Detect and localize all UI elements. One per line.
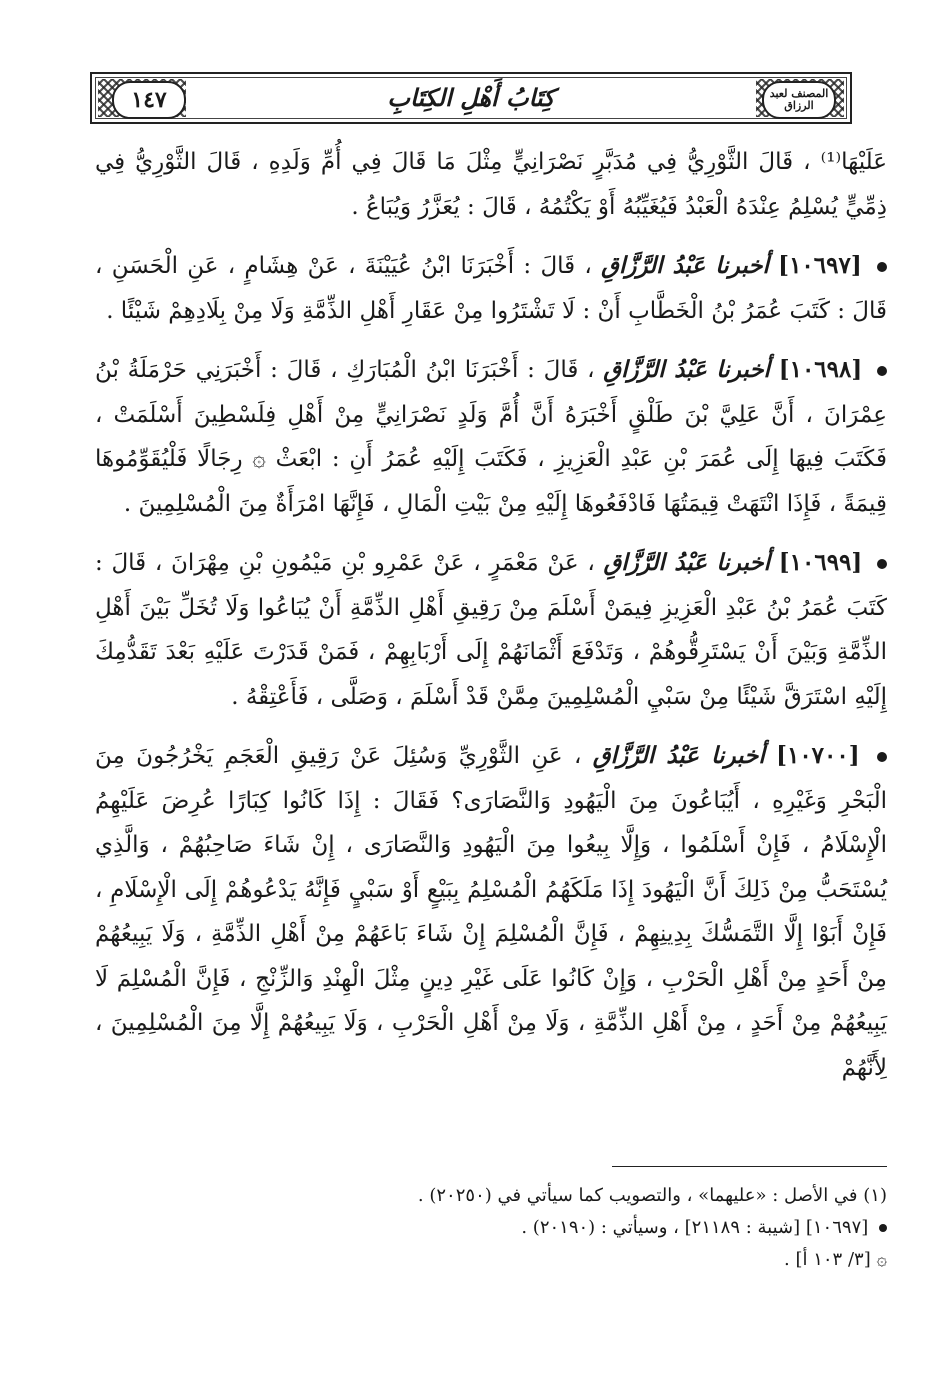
hadith-number: [١٠٧٠٠] [776,742,860,769]
bullet-icon [879,1224,887,1232]
hadith-text: ، قَالَ : أَخْبَرَنَا ابْنُ الْمُبَارَكِ ، قَالَ : أَخْبَرَنِي حَرْمَلَةُ بْنُ عِمْرَانَ ، أَنَّ عَلِيَّ بْنَ طَلْقٍ أَخْبَرَهُ أَنَّ أُمَّ وَلَدٍ نَصْرَانِيٍّ مِنْ أَهْلِ فِلَسْطِينَ أَسْلَمَتْ ، فَكَتَبَ فِيهَا إِلَى عُمَرَ بْنِ عَبْدِ الْعَزِيزِ ، فَكَتَبَ إِلَيْهِ عُمَرُ أَنِ : ابْعَثْ ۞ رِجَالًا فَلْيُقَوِّمُوهَا قِيمَةً ، فَإِذَا انْتَهَتْ قِيمَتُهَا فَادْفَعُوهَا إِلَيْهِ مِنْ بَيْتِ الْمَالِ ، فَإِنَّهَا امْرَأَةٌ مِنَ الْمُسْلِمِينَ . [95,357,887,517]
footnote-2 [95,1212,887,1244]
bullet-icon [877,752,887,762]
hadith-number: [١٠٦٩٨] [778,356,863,383]
bullet-icon [877,366,887,376]
hadith-10699 [95,541,887,719]
hadith-text: ، عَنْ مَعْمَرٍ ، عَنْ عَمْرِو بْنِ مَيْمُونِ بْنِ مِهْرَانَ ، قَالَ : كَتَبَ عُمَرُ بْنُ عَبْدِ الْعَزِيزِ فِيمَنْ أَسْلَمَ مِنْ رَقِيقِ أَهْلِ الذِّمَّةِ أَنْ يُبَاعُوا وَلَا تُخَلِّ بَيْنَ أَهْلِ الذِّمَّةِ وَبَيْنَ أَنْ يَسْتَرِقُّوهُمْ ، وَتَدْفَعَ أَثْمَانَهُمْ إِلَى أَرْبَابِهِمْ ، فَمَنْ قَدَرْتَ عَلَيْهِ بَعْدَ تَقَدُّمِكَ إِلَيْهِ اسْتَرَقَّ شَيْئًا مِنْ سَبْيِ الْمُسْلِمِينَ مِمَّنْ قَدْ أَسْلَمَ ، وَصَلَّى ، فَأَعْتِقْهُ . [95,550,887,710]
hadith-isnad: أخبرنا عَبْدُ الرَّزَّاقِ [603,356,770,383]
footnote-3 [95,1244,887,1276]
bullet-icon [877,559,887,569]
footnote-text: [١٠٦٩٧] [شيبة : ٢١١٨٩] ، وسيأتي : (٢٠١٩٠) . [521,1217,869,1238]
footnote-separator [612,1166,887,1167]
bullet-icon [877,262,887,272]
chapter-title: كِتَابُ أَهْلِ الكِتَابِ [387,83,555,112]
main-text [95,140,887,1105]
footnote-text: (١) في الأصل : «عليهما» ، والتصويب كما سيأتي في (٢٠٢٥٠) . [417,1185,887,1206]
paragraph-text: عَلَيْهَا⁽¹⁾ ، قَالَ الثَّوْرِيُّ فِي مُدَبَّرٍ نَصْرَانِيٍّ مِثْلَ مَا قَالَ فِي أُمِّ وَلَدِهِ ، قَالَ الثَّوْرِيُّ فِي ذِمِّيٍّ يُسْلِمُ عِنْدَهُ الْعَبْدُ فَيُغَيِّبُهُ أَوْ يَكْتُمُهُ ، قَالَ : يُعَزَّرُ وَيُبَاعُ . [95,149,887,220]
hadith-10697 [95,244,887,333]
hadith-isnad: أخبرنا عَبْدُ الرَّزَّاقِ [592,742,765,769]
hadith-number: [١٠٦٩٧] [778,252,862,279]
hadith-10700 [95,734,887,1090]
hadith-text: ، عَنِ الثَّوْرِيِّ وَسُئِلَ عَنْ رَقِيقِ الْعَجَمِ يَخْرُجُونَ مِنَ الْبَحْرِ وَغَيْرِهِ ، أَيُبَاعُونَ مِنَ الْيَهُودِ وَالنَّصَارَى؟ فَقَالَ : إِذَا كَانُوا كِبَارًا عُرِضَ عَلَيْهِمُ الْإِسْلَامُ ، فَإِنْ أَسْلَمُوا ، وَإِلَّا بِيعُوا مِنَ الْيَهُودِ وَالنَّصَارَى ، إِنْ شَاءَ صَاحِبُهُمْ ، وَالَّذِي يُسْتَحَبُّ مِنْ ذَلِكَ أَنَّ الْيَهُودَ إِذَا مَلَكَهُمُ الْمُسْلِمُ بِبَيْعٍ أَوْ سَبْيٍ فَإِنَّهُ يَدْعُوهُمْ إِلَى الْإِسْلَامِ ، فَإِنْ أَبَوْا إِلَّا التَّمَسُّكَ بِدِينِهِمْ ، فَإِنَّ الْمُسْلِمَ إِنْ شَاءَ بَاعَهُمْ مِنْ أَهْلِ الذِّمَّةِ ، وَلَا يَبِيعُهُمْ مِنْ أَحَدٍ مِنْ أَهْلِ الْحَرْبِ ، وَإِنْ كَانُوا عَلَى غَيْرِ دِينٍ مِثْلَ الْهِنْدِ وَالزِّنْجِ ، فَإِنَّ الْمُسْلِمَ لَا يَبِيعُهُمْ مِنْ أَحَدٍ ، مِنْ أَهْلِ الذِّمَّةِ ، وَلَا مِنْ أَهْلِ الْحَرْبِ ، وَلَا يَبِيعُهُمْ إِلَّا مِنَ الْمُسْلِمِينَ ، لِأَنَّهُمْ [95,743,887,1081]
footnote-1 [95,1180,887,1212]
hadith-text: ، قَالَ : أَخْبَرَنَا ابْنُ عُيَيْنَةَ ، عَنْ هِشَامٍ ، عَنِ الْحَسَنِ ، قَالَ : كَتَبَ عُمَرُ بْنُ الْخَطَّابِ أَنْ : لَا تَشْتَرُوا مِنْ عَقَارِ أَهْلِ الذِّمَّةِ وَلَا مِنْ بِلَادِهِمْ شَيْئًا . [95,253,887,324]
hadith-isnad: أخبرنا عَبْدُ الرَّزَّاقِ [603,549,771,576]
book-emblem: المصنف لعبد الرزاق [762,81,836,119]
paragraph-0 [95,140,887,229]
hadith-number: [١٠٦٩٩] [778,549,863,576]
footnote-text: ۞ [٣/ ١٠٣ أ] . [784,1249,887,1270]
running-header [90,72,852,124]
hadith-isnad: أخبرنا عَبْدُ الرَّزَّاقِ [601,252,769,279]
page-number: ١٤٧ [112,81,186,119]
footnotes [95,1180,887,1276]
hadith-10698 [95,348,887,526]
